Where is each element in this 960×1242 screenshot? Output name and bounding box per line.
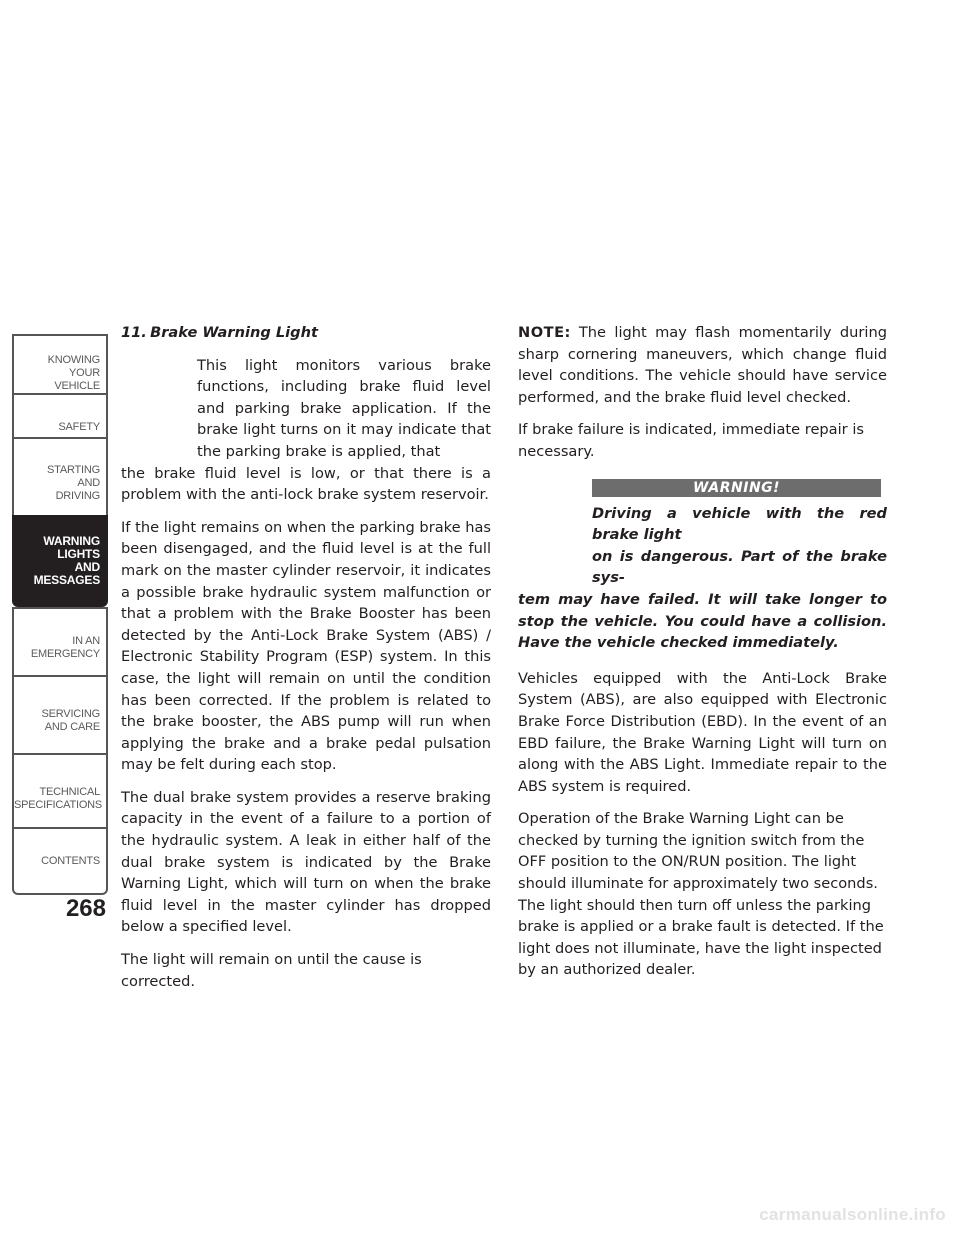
tab-label-line: AND [74,560,100,574]
tab-contents[interactable] [12,827,108,895]
watermark: carmanualsonline.info [759,1205,946,1224]
tab-label-line: KNOWING [47,353,100,366]
body-paragraph: If brake failure is indicated, immediate repair is necessary. [518,421,864,460]
warning-line: Driving a vehicle with the red brake light [592,504,887,544]
body-paragraph: The dual brake system provides a reserve braking capacity in the event of a failure to a portion of the hydraulic system. A leak in either half of the dual brake system is indicated by the Brake Warning Light, which will turn on when the brake fluid level in the master cylinder has dropped below a specified level. [121,788,491,936]
tab-label-line: SAFETY [58,420,100,433]
body-paragraph: The light will remain on until the cause is corrected. [121,951,422,990]
tab-label-line: DRIVING [55,489,100,502]
intro-indented: This light monitors various brake functions, including brake fluid level and parking brake application. If the brake light turns on it may indicate that the parking brake is applied, that [197,356,491,460]
warning-banner: WARNING! [592,479,881,497]
section-heading [121,322,491,344]
tab-label-line: YOUR [69,366,100,379]
tab-warning-lights-and-messages[interactable] [12,515,108,607]
body-paragraph: If the light remains on when the parking brake has been disengaged, and the fluid level is at the full mark on the master cylinder reservoir, it indicates a possible brake hydraulic system malfunction or that a problem with the Brake Booster has been detected by the Anti-Lock Brake System (ABS) / Electronic Stability Program (ESP) system. In this case, the light will remain on until the condition has been corrected. If the problem is related to the brake booster, the ABS pump will run when applying the brake and a brake pedal pulsation may be felt during each stop. [121,518,491,774]
warning-line: on is dangerous. Part of the brake sys- [592,547,887,587]
tab-label-line: SERVICING [41,708,100,720]
intro-continued: the brake fluid level is low, or that there is a problem with the anti-lock brake system reservoir. [121,464,491,504]
tab-label-line: VEHICLE [54,379,100,392]
tab-label-line: STARTING [47,463,100,476]
body-paragraph: Vehicles equipped with the Anti-Lock Brake System (ABS), are also equipped with Electronic Brake Force Distribution (EBD). In the event of an EBD failure, the Brake Warning Light will turn on along with the ABS Light. Immediate repair to the ABS system is required. [518,669,887,795]
right-column [518,322,887,992]
tab-label-line: LIGHTS [57,547,100,561]
left-column [121,322,491,1003]
tab-label-line: AND CARE [44,721,100,733]
page-number: 268 [65,895,106,922]
note-paragraph [518,322,887,408]
heading-number: 11. [121,324,147,341]
warning-text [518,503,887,654]
tab-label-line: CONTENTS [41,854,100,867]
tab-label-line: MESSAGES [33,573,100,587]
tab-label-line: IN AN [72,635,100,647]
tab-label-line: WARNING [43,534,100,548]
note-label: NOTE: [518,324,571,341]
heading-title: Brake Warning Light [150,324,318,341]
note-text: The light may flash momentarily during sharp cornering maneuvers, which change fluid level conditions. The vehicle should have service performed, and the brake fluid level checked. [518,324,887,406]
tab-label-line: TECHNICAL [39,786,100,798]
tab-label-line: SPECIFICATIONS [14,799,103,811]
tab-label-line: AND [77,476,100,489]
body-paragraph: Operation of the Brake Warning Light can be checked by turning the ignition switch from the OFF position to the ON/RUN position. The light should illuminate for approximately two seconds. The light should then turn off unless the parking brake is applied or a brake fault is detected. If the light does not illuminate, have the light inspected by an authorized dealer. [518,810,884,979]
tab-label-line: EMERGENCY [30,648,100,660]
warning-rest: tem may have failed. It will take longer to stop the vehicle. You could have a collision. Have the vehicle checked immediately. [518,590,887,652]
